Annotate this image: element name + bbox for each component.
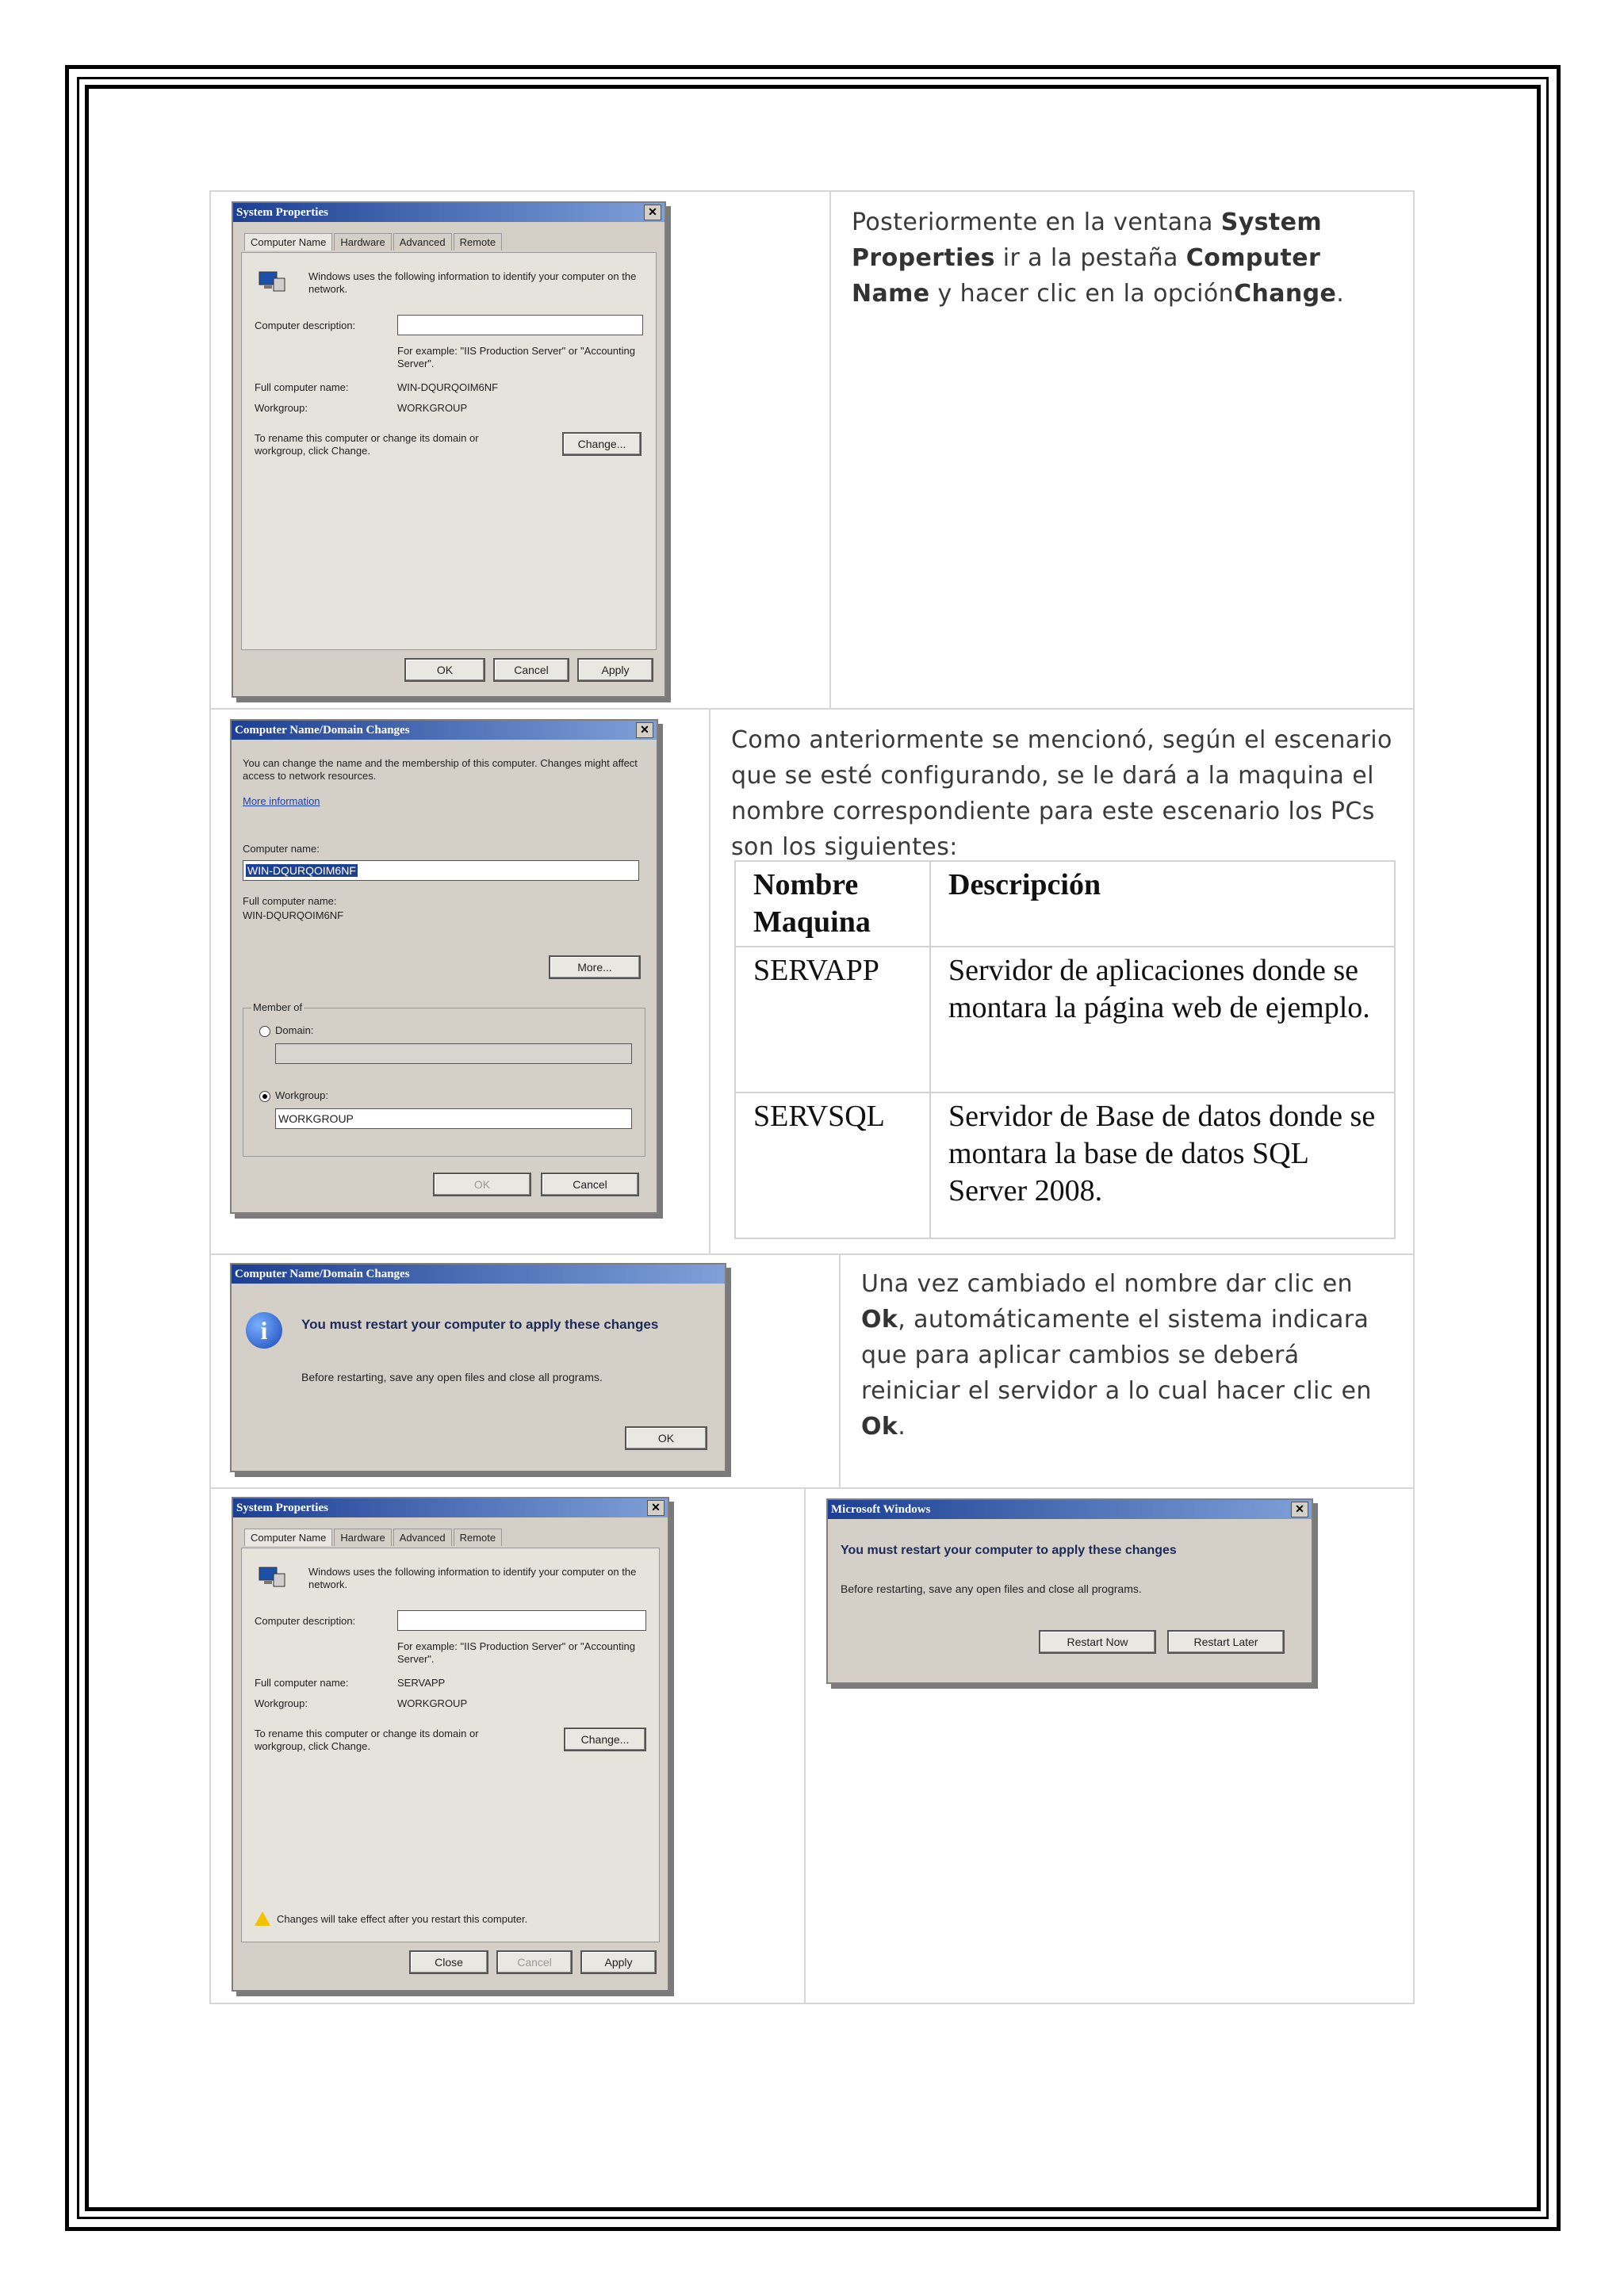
restart-main-text: You must restart your computer to apply these changes [841, 1544, 1177, 1557]
tab-remote[interactable]: Remote [454, 1529, 503, 1546]
domain-radio[interactable] [259, 1026, 270, 1037]
cancel-button[interactable]: Cancel [541, 1173, 639, 1196]
tab-panel [241, 252, 657, 650]
ok-button[interactable]: OK [404, 658, 485, 682]
info-icon: i [246, 1312, 282, 1349]
warning-icon [255, 1911, 270, 1926]
cell-desc: Servidor de Base de datos donde se montara la base de datos SQL Server 2008. [930, 1093, 1395, 1238]
example-text: For example: "IIS Production Server" or "Accounting Server". [397, 345, 635, 369]
dialog-title-bar [828, 1500, 1312, 1519]
close-button[interactable]: Close [409, 1950, 488, 1974]
restart-required-dialog [230, 1263, 726, 1472]
row3-bold-1: Ok [861, 1306, 898, 1334]
info-text: Windows uses the following information to identify your computer on the network. [308, 270, 637, 295]
dialog-title: Microsoft Windows [831, 1503, 931, 1516]
row-final-state [209, 1487, 1415, 2004]
computer-icon [258, 1566, 286, 1588]
restart-sub-text: Before restarting, save any open files and close all programs. [301, 1371, 603, 1383]
cancel-button[interactable]: Cancel [496, 1950, 573, 1974]
dialog-title-bar [233, 1498, 668, 1517]
more-information-link[interactable]: More information [243, 795, 320, 807]
full-name-value: SERVAPP [397, 1677, 446, 1689]
row-system-properties [209, 190, 1415, 710]
row3-description [861, 1266, 1400, 1445]
close-icon[interactable]: ✕ [647, 1500, 665, 1516]
system-properties-dialog-final [232, 1497, 669, 1992]
row1-bold-2: Computer Name [852, 244, 1321, 308]
tab-computer-name[interactable]: Computer Name [244, 1529, 332, 1546]
member-of-group [243, 1001, 645, 1157]
dialog-title-bar [232, 1265, 725, 1284]
computer-name-input[interactable] [243, 860, 639, 881]
apply-button[interactable]: Apply [580, 1950, 657, 1974]
restart-now-button[interactable]: Restart Now [1039, 1630, 1156, 1654]
computer-description-label: Computer description: [255, 1615, 356, 1627]
row2-description: Como anteriormente se mencionó, según el escenario que se esté configurando, se le dará a la maquina el nombre correspondiente para este escenario los PCs son los siguientes: [731, 726, 1392, 861]
dialog-title: Computer Name/Domain Changes [235, 1268, 410, 1280]
cell-name: SERVSQL [735, 1093, 930, 1238]
member-of-label: Member of [253, 1001, 303, 1013]
table-row [735, 1093, 1395, 1238]
close-icon[interactable]: ✕ [644, 205, 661, 220]
ok-button[interactable]: OK [433, 1173, 531, 1196]
dialog-title: System Properties [236, 206, 328, 219]
machines-table [734, 860, 1396, 1239]
rename-text: To rename this computer or change its domain or workgroup, click Change. [255, 1728, 479, 1752]
computer-description-input[interactable] [397, 315, 643, 335]
row1-text-3: y hacer clic en la opción [929, 280, 1235, 308]
restart-later-button[interactable]: Restart Later [1167, 1630, 1285, 1654]
row1-description [852, 205, 1391, 312]
row1-text-2: ir a la pestaña [994, 244, 1186, 272]
tab-advanced[interactable]: Advanced [393, 1529, 452, 1546]
computer-icon [258, 270, 286, 293]
close-icon[interactable]: ✕ [1291, 1502, 1308, 1517]
warning-text: Changes will take effect after you restart this computer. [277, 1913, 528, 1925]
workgroup-value: WORKGROUP [397, 1697, 468, 1709]
cell-desc: Servidor de aplicaciones donde se montara la página web de ejemplo. [930, 947, 1395, 1093]
dialog-title-bar [232, 721, 657, 740]
example-text: For example: "IIS Production Server" or "Accounting Server". [397, 1640, 635, 1665]
full-name-label: Full computer name: [255, 1677, 349, 1689]
system-properties-dialog [232, 201, 666, 698]
tab-computer-name[interactable]: Computer Name [244, 233, 332, 251]
row1-bold-3: Change [1234, 280, 1337, 308]
table-header-row [735, 861, 1395, 947]
microsoft-windows-restart-dialog [826, 1498, 1313, 1684]
domain-input[interactable] [275, 1043, 632, 1064]
info-text: Windows uses the following information to identify your computer on the network. [308, 1566, 637, 1590]
row3-text-1: Una vez cambiado el nombre dar clic en [861, 1270, 1353, 1298]
apply-button[interactable]: Apply [577, 658, 653, 682]
row3-text-2: , automáticamente el sistema indicara que para aplicar cambios se deberá reiniciar el servidor a lo cual hacer clic en [861, 1306, 1372, 1405]
domain-changes-dialog [230, 719, 658, 1214]
tab-hardware[interactable]: Hardware [334, 233, 391, 251]
tab-hardware[interactable]: Hardware [334, 1529, 391, 1546]
computer-description-label: Computer description: [255, 320, 356, 331]
change-button[interactable]: Change... [564, 1728, 646, 1751]
tab-advanced[interactable]: Advanced [393, 233, 452, 251]
header-nombre-maquina: Nombre Maquina [735, 861, 930, 947]
row-domain-changes [209, 708, 1415, 1255]
computer-name-label: Computer name: [243, 843, 320, 855]
ok-button[interactable]: OK [625, 1426, 707, 1450]
full-name-value: WIN-DQURQOIM6NF [397, 381, 499, 393]
dialog-title: System Properties [236, 1502, 328, 1514]
workgroup-label: Workgroup: [255, 1697, 308, 1709]
workgroup-radio[interactable] [259, 1091, 270, 1102]
more-button[interactable]: More... [549, 955, 641, 979]
rename-text: To rename this computer or change its domain or workgroup, click Change. [255, 432, 479, 457]
computer-description-input[interactable] [397, 1610, 646, 1631]
row1-text-4: . [1336, 280, 1345, 308]
row1-bold-1: System Properties [852, 209, 1323, 272]
dialog-title: Computer Name/Domain Changes [235, 724, 410, 737]
computer-name-value: WIN-DQURQOIM6NF [247, 864, 356, 877]
workgroup-label: Workgroup: [255, 402, 308, 414]
dialog-title-bar [233, 203, 665, 222]
header-descripcion: Descripción [930, 861, 1395, 947]
workgroup-label: Workgroup: [275, 1089, 328, 1101]
tab-strip [244, 1529, 504, 1548]
change-button[interactable]: Change... [562, 432, 642, 456]
workgroup-value: WORKGROUP [397, 402, 468, 414]
row3-bold-2: Ok [861, 1413, 898, 1441]
close-icon[interactable]: ✕ [636, 722, 653, 738]
workgroup-input[interactable]: WORKGROUP [275, 1108, 632, 1129]
tab-panel [241, 1548, 660, 1942]
full-name-label: Full computer name: [243, 895, 337, 907]
tab-strip [244, 233, 504, 252]
restart-main-text: You must restart your computer to apply these changes [301, 1317, 659, 1332]
cell-name: SERVAPP [735, 947, 930, 1093]
cancel-button[interactable]: Cancel [493, 658, 569, 682]
intro-text: You can change the name and the membership of this computer. Changes might affect access to network resources. [243, 757, 638, 782]
row1-text-1: Posteriormente en la ventana [852, 209, 1221, 236]
tab-remote[interactable]: Remote [454, 233, 503, 251]
table-row [735, 947, 1395, 1093]
full-name-value: WIN-DQURQOIM6NF [243, 909, 344, 921]
domain-label: Domain: [275, 1024, 314, 1036]
row3-text-3: . [898, 1413, 906, 1441]
row-restart-message [209, 1253, 1415, 1489]
restart-sub-text: Before restarting, save any open files and close all programs. [841, 1582, 1142, 1595]
full-name-label: Full computer name: [255, 381, 349, 393]
